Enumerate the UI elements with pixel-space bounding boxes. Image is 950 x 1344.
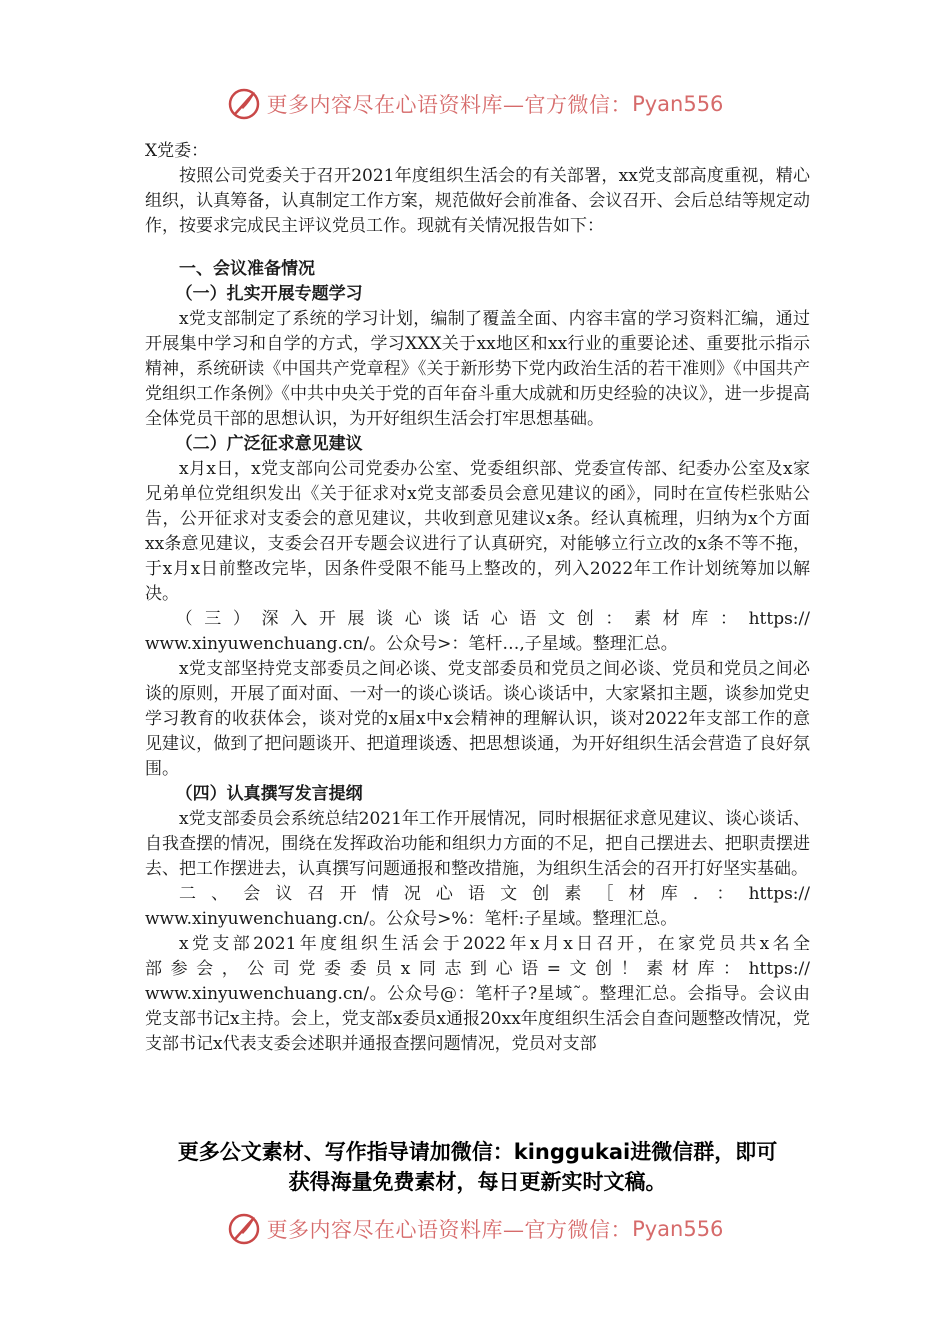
- section-2-body-line1: x党支部2021年度组织生活会于2022年x月x日召开，在家党员共x名全: [179, 934, 810, 954]
- subsection-3-heading-line1: （三）深入开展谈心谈话心语文创：素材库：https://: [175, 609, 810, 629]
- banner-wechat-id: Pyan556: [632, 1217, 724, 1241]
- section-2-body-rest: www.xinyuwenchuang.cn/。公众号@：笔杆子?星域˜。整理汇总。会指导。会议由党支部书记x主持。会上，党支部x委员x通报20xx年度组织生活会自查问题整改情况，党支部书记x代表支委会述职并通报查摆问题情况，党员对支部: [145, 984, 810, 1054]
- section-2-heading-line1: 二、会议召开情况心语文创素［材库．：https://: [179, 884, 810, 904]
- subsection-2-heading: （二）广泛征求意见建议: [175, 434, 363, 454]
- section-2-body-line2: 部参会，公司党委委员x同志到心语=文创！素材库：https://: [145, 959, 810, 979]
- header-banner: [0, 82, 950, 126]
- banner-wechat-id: Pyan556: [632, 92, 724, 116]
- section-1-heading: 一、会议准备情况: [179, 259, 315, 279]
- salutation: X党委：: [145, 141, 209, 161]
- section-2-heading-line2: www.xinyuwenchuang.cn/。公众号>%：笔杆:子星域。整理汇总。: [145, 909, 678, 929]
- promo-line-1: 更多公文素材、写作指导请加微信：kinggukai进微信群，即可: [177, 1140, 778, 1164]
- banner-text: 更多内容尽在心语资料库—官方微信：: [266, 1218, 633, 1242]
- quill-logo-icon: [227, 87, 261, 121]
- subsection-3-heading-line2: www.xinyuwenchuang.cn/。公众号>：笔杆…,子星域。整理汇总。: [145, 634, 678, 654]
- subsection-4-heading: （四）认真撰写发言提纲: [175, 784, 363, 804]
- promo-notice: [145, 1137, 810, 1197]
- subsection-2-body: x月x日，x党支部向公司党委办公室、党委组织部、党委宣传部、纪委办公室及x家兄弟单位党组织发出《关于征求对x党支部委员会意见建议的函》，同时在宣传栏张贴公告，公开征求对支委会的意见建议，共收到意见建议x条。经认真梳理，归纳为x个方面xx条意见建议，支委会召开专题会议进行了认真研究，对能够立行立改的x条不等不拖，于x月x日前整改完毕，因条件受限不能马上整改的，列入2022年工作计划统筹加以解决。: [145, 459, 810, 604]
- subsection-4-body: x党支部委员会系统总结2021年工作开展情况，同时根据征求意见建议、谈心谈话、自我查摆的情况，围绕在发挥政治功能和组织力方面的不足，把自己摆进去、把职责摆进去、把工作摆进去，认真撰写问题通报和整改措施，为组织生活会的召开打好坚实基础。: [145, 809, 810, 879]
- banner-text: 更多内容尽在心语资料库—官方微信：: [266, 93, 633, 117]
- promo-line-2: 获得海量免费素材，每日更新实时文稿。: [288, 1170, 667, 1194]
- subsection-3-body: x党支部坚持党支部委员之间必谈、党支部委员和党员之间必谈、党员和党员之间必谈的原则，开展了面对面、一对一的谈心谈话。谈心谈话中，大家紧扣主题，谈参加党史学习教育的收获体会，谈对党的x届x中x会精神的理解认识，谈对2022年支部工作的意见建议，做到了把问题谈开、把道理谈透、把思想谈通，为开好组织生活会营造了良好氛围。: [145, 659, 810, 779]
- subsection-1-body: x党支部制定了系统的学习计划，编制了覆盖全面、内容丰富的学习资料汇编，通过开展集中学习和自学的方式，学习XXX关于xx地区和xx行业的重要论述、重要批示指示精神，系统研读《中国共产党章程》《关于新形势下党内政治生活的若干准则》《中国共产党组织工作条例》《中共中央关于党的百年奋斗重大成就和历史经验的决议》，进一步提高全体党员干部的思想认识，为开好组织生活会打牢思想基础。: [145, 309, 810, 429]
- quill-logo-icon: [227, 1212, 261, 1246]
- subsection-1-heading: （一）扎实开展专题学习: [175, 284, 363, 304]
- document-body: [145, 139, 810, 1057]
- intro-paragraph: 按照公司党委关于召开2021年度组织生活会的有关部署，xx党支部高度重视，精心组织，认真筹备，认真制定工作方案，规范做好会前准备、会议召开、会后总结等规定动作，按要求完成民主评议党员工作。现就有关情况报告如下：: [145, 166, 810, 236]
- footer-banner: [0, 1207, 950, 1251]
